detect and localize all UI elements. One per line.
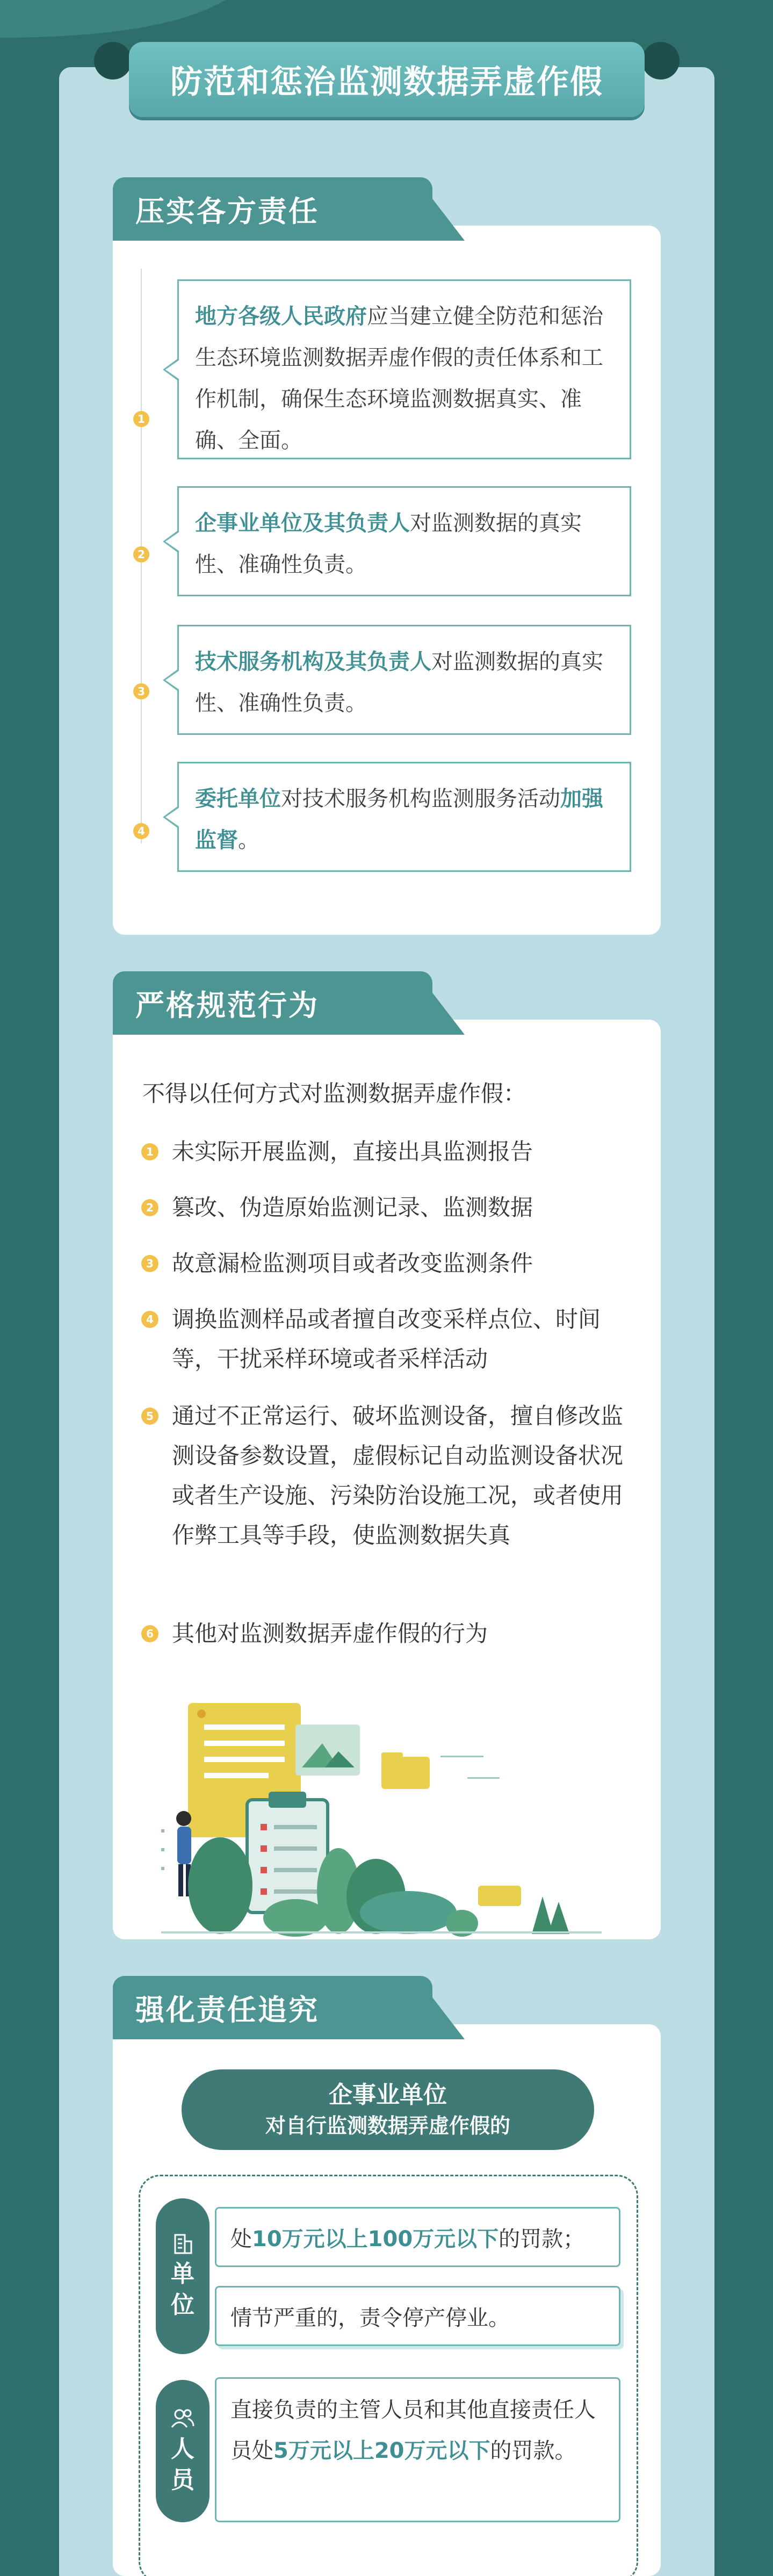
rule-number: 2	[141, 1199, 158, 1216]
people-icon	[170, 2407, 196, 2430]
unit-penalty-fine: 处10万元以上100万元以下的罚款；	[215, 2207, 620, 2267]
rule-number: 4	[141, 1311, 158, 1328]
section-title: 严格规范行为	[135, 988, 319, 1022]
section-tab-behavior	[113, 971, 432, 1035]
page-title: 防范和惩治监测数据弄虚作假	[170, 63, 603, 101]
rule-number: 3	[141, 1255, 158, 1272]
unit-label-text: 单 位	[171, 2260, 194, 2319]
item-number: 3	[133, 683, 149, 699]
person-penalty-fine: 直接负责的主管人员和其他直接责任人员处5万元以上20万元以下的罚款。	[215, 2377, 620, 2522]
trees	[532, 1896, 569, 1934]
item-number: 4	[133, 823, 149, 839]
section-title: 压实各方责任	[135, 194, 319, 228]
plants	[188, 1837, 478, 1937]
rule-item: 篡改、伪造原始监测记录、监测数据	[172, 1194, 533, 1221]
image-card	[295, 1724, 360, 1776]
rule-item: 其他对监测数据弄虚作假的行为	[172, 1620, 488, 1647]
section-tab-accountability	[113, 1976, 432, 2039]
pill-line2: 对自行监测数据弄虚作假的	[265, 2114, 510, 2138]
rule-number: 6	[141, 1625, 158, 1642]
responsibility-item: 企事业单位及其负责人对监测数据的真实性、准确性负责。	[177, 486, 631, 596]
rule-item: 故意漏检监测项目或者改变监测条件	[172, 1250, 533, 1276]
small-board	[478, 1886, 521, 1906]
building-icon	[171, 2232, 194, 2255]
folder-icon	[381, 1757, 430, 1789]
clipboard	[247, 1800, 328, 1913]
section-tab-responsibility	[113, 177, 432, 241]
pill-line1: 企事业单位	[329, 2081, 447, 2109]
subject-pill	[182, 2069, 594, 2150]
item-number: 1	[133, 411, 149, 427]
title-tab-knob-right	[642, 42, 680, 80]
page-title-banner	[129, 42, 645, 117]
rule-item: 调换监测样品或者擅自改变采样点位、时间等，干扰采样环境或者采样活动	[172, 1306, 601, 1372]
responsibility-item: 地方各级人民政府应当建立健全防范和惩治生态环境监测数据弄虚作假的责任体系和工作机制，确保生态环境监测数据真实、准确、全面。	[177, 279, 631, 459]
rule-number: 1	[141, 1143, 158, 1160]
top-decoration	[0, 0, 773, 43]
section-title: 强化责任追究	[135, 1993, 319, 2027]
monitoring-illustration	[161, 1692, 602, 1939]
responsibility-item: 技术服务机构及其负责人对监测数据的真实性、准确性负责。	[177, 625, 631, 735]
item-number: 2	[133, 546, 149, 562]
unit-penalty-suspension: 情节严重的，责令停产停业。	[215, 2286, 620, 2346]
responsibility-item: 委托单位对技术服务机构监测服务活动加强监督。	[177, 762, 631, 872]
rule-item: 未实际开展监测，直接出具监测报告	[172, 1138, 533, 1165]
person-label-text: 人 员	[171, 2435, 194, 2494]
unit-label	[156, 2198, 209, 2354]
rule-item: 通过不正常运行、破坏监测设备，擅自修改监测设备参数设置，虚假标记自动监测设备状况或者生产设施、污染防治设施工况，或者使用作弊工具等手段，使监测数据失真	[172, 1403, 624, 1548]
title-tab-knob-left	[94, 42, 132, 80]
rules-intro: 不得以任何方式对监测数据弄虚作假：	[142, 1080, 526, 1107]
person-label	[156, 2380, 209, 2522]
rule-number: 5	[141, 1408, 158, 1425]
